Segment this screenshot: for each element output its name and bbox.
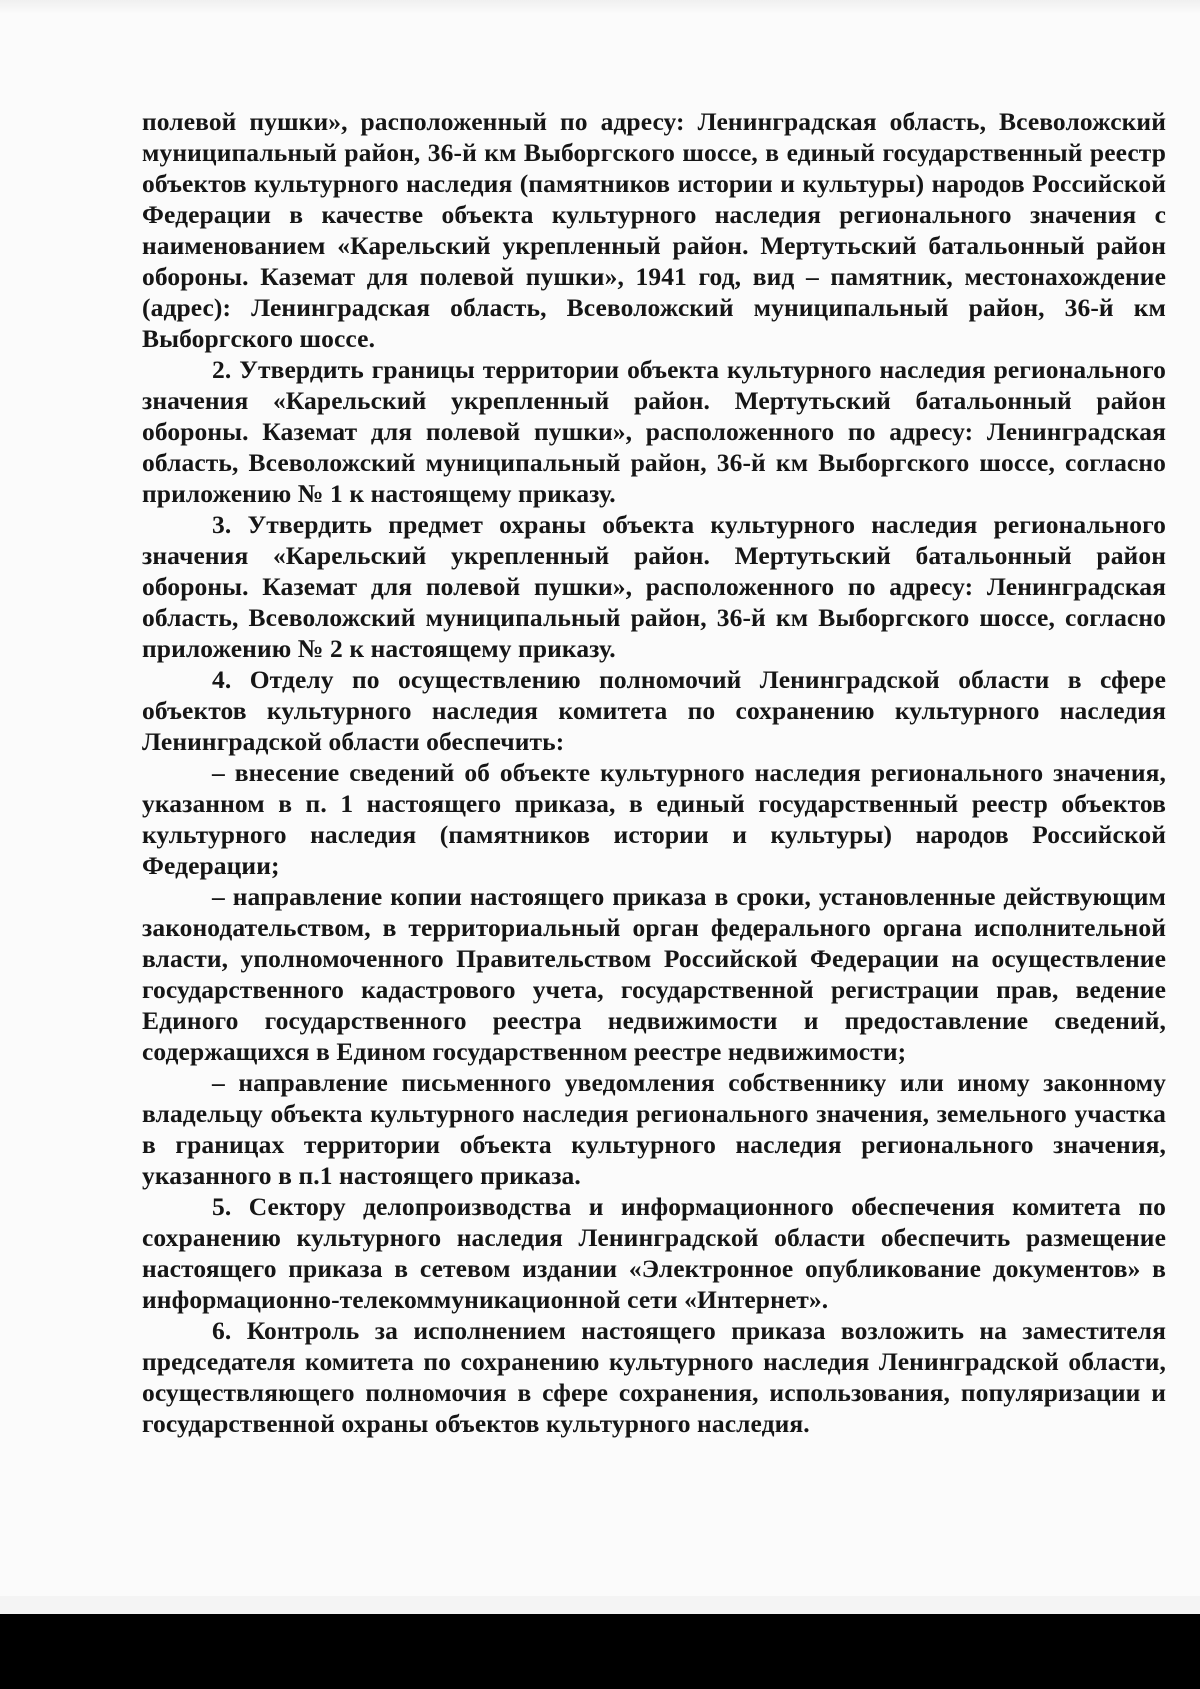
paragraph-item-2: 2. Утвердить границы территории объекта культурного наследия регионального значения «Карельский укрепленный район. Мертутьский батальонный район обороны. Каземат для полевой пушки», расположенного по адресу: Ленинградская область, Всеволожский муниципальный район, 36-й км Выборгского шоссе, согласно приложению № 1 к настоящему приказу. bbox=[142, 355, 1166, 508]
paragraph-item-6: 6. Контроль за исполнением настоящего приказа возложить на заместителя председателя комитета по сохранению культурного наследия Ленинградской области, осуществляющего полномочия в сфере сохранения, использования, популяризации и государственной охраны объектов культурного наследия. bbox=[142, 1316, 1166, 1438]
paragraph-bullet-registry: – внесение сведений об объекте культурного наследия регионального значения, указанном в п. 1 настоящего приказа, в единый государственный реестр объектов культурного наследия (памятников истории и культуры) народов Российской Федерации; bbox=[142, 758, 1166, 880]
scan-edge-bottom bbox=[0, 1614, 1200, 1689]
paragraph-bullet-notice: – направление письменного уведомления собственнику или иному законному владельцу объекта культурного наследия регионального значения, земельного участка в границах территории объекта культурного наследия регионального значения, указанного в п.1 настоящего приказа. bbox=[142, 1068, 1166, 1190]
paragraph-item-5: 5. Сектору делопроизводства и информационного обеспечения комитета по сохранению культурного наследия Ленинградской области обеспечить размещение настоящего приказа в сетевом издании «Электронное опубликование документов» в информационно-телекоммуникационной сети «Интернет». bbox=[142, 1192, 1166, 1314]
document-body bbox=[142, 106, 1166, 1439]
paragraph-bullet-copy: – направление копии настоящего приказа в сроки, установленные действующим законодательством, в территориальный орган федерального органа исполнительной власти, уполномоченного Правительством Российской Федерации на осуществление государственного кадастрового учета, государственной регистрации прав, ведение Единого государственного реестра недвижимости и предоставление сведений, содержащихся в Едином государственном реестре недвижимости; bbox=[142, 882, 1166, 1066]
scan-edge-top bbox=[0, 0, 1200, 14]
scan-gap bbox=[0, 1596, 1200, 1614]
paragraph-item-4: 4. Отделу по осуществлению полномочий Ленинградской области в сфере объектов культурного наследия комитета по сохранению культурного наследия Ленинградской области обеспечить: bbox=[142, 665, 1166, 756]
paragraph-item-3: 3. Утвердить предмет охраны объекта культурного наследия регионального значения «Карельский укрепленный район. Мертутьский батальонный район обороны. Каземат для полевой пушки», расположенного по адресу: Ленинградская область, Всеволожский муниципальный район, 36-й км Выборгского шоссе, согласно приложению № 2 к настоящему приказу. bbox=[142, 510, 1166, 663]
paragraph-continuation: полевой пушки», расположенный по адресу: Ленинградская область, Всеволожский муниципальный район, 36-й км Выборгского шоссе, в единый государственный реестр объектов культурного наследия (памятников истории и культуры) народов Российской Федерации в качестве объекта культурного наследия регионального значения с наименованием «Карельский укрепленный район. Мертутьский батальонный район обороны. Каземат для полевой пушки», 1941 год, вид – памятник, местонахождение (адрес): Ленинградская область, Всеволожский муниципальный район, 36-й км Выборгского шоссе. bbox=[142, 107, 1166, 353]
